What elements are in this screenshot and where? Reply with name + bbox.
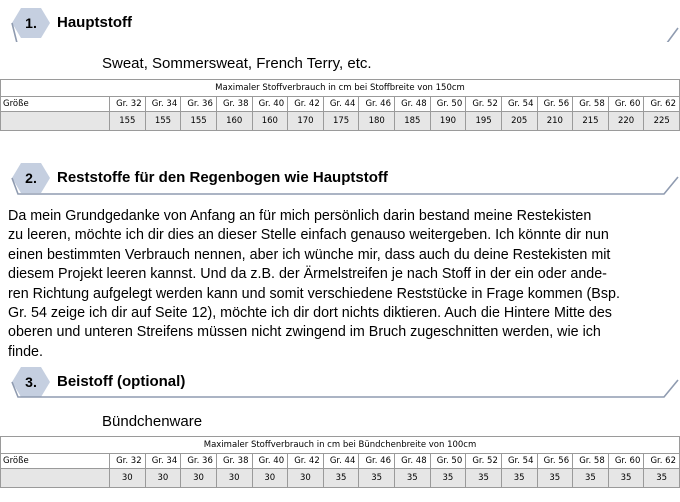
usage-value: 35 bbox=[644, 469, 680, 488]
usage-value: 30 bbox=[288, 469, 324, 488]
size-header: Gr. 48 bbox=[395, 454, 431, 469]
usage-value: 30 bbox=[252, 469, 288, 488]
section-2-number: 2. bbox=[25, 170, 37, 186]
table-2-row-label: Größe bbox=[1, 454, 110, 469]
usage-value: 225 bbox=[644, 112, 680, 131]
size-header: Gr. 32 bbox=[110, 454, 146, 469]
usage-value: 35 bbox=[537, 469, 573, 488]
size-header: Gr. 42 bbox=[288, 97, 324, 112]
section-1-number: 1. bbox=[25, 15, 37, 31]
size-header: Gr. 62 bbox=[644, 97, 680, 112]
section-3-subtitle: Bündchenware bbox=[102, 413, 203, 430]
section-2-title: Reststoffe für den Regenbogen wie Hauptstoff bbox=[57, 169, 388, 186]
usage-value: 35 bbox=[323, 469, 359, 488]
usage-value: 220 bbox=[608, 112, 644, 131]
size-header: Gr. 60 bbox=[608, 454, 644, 469]
usage-value: 35 bbox=[430, 469, 466, 488]
usage-value: 30 bbox=[110, 469, 146, 488]
paragraph-line: zu leeren, möchte ich dir dies an dieser Stelle einfach genauso weitergeben. Ich könnte dir nun bbox=[8, 227, 609, 244]
table-1-row-label: Größe bbox=[1, 97, 110, 112]
paragraph-line: finde. bbox=[8, 343, 43, 360]
usage-value: 160 bbox=[216, 112, 252, 131]
size-header: Gr. 54 bbox=[501, 454, 537, 469]
size-header: Gr. 58 bbox=[573, 454, 609, 469]
section-2-paragraph bbox=[8, 207, 676, 362]
section-3-header bbox=[0, 367, 680, 401]
section-2-header bbox=[0, 163, 680, 197]
size-header: Gr. 38 bbox=[216, 454, 252, 469]
size-header: Gr. 40 bbox=[252, 454, 288, 469]
size-header: Gr. 48 bbox=[395, 97, 431, 112]
paragraph-line: ren Richtung aufgelegt werden kann und somit verschiedene Reststücke in Frage kommen (Bsp. bbox=[8, 285, 620, 302]
table-1-value-label-cell bbox=[1, 112, 110, 131]
size-header: Gr. 38 bbox=[216, 97, 252, 112]
usage-value: 210 bbox=[537, 112, 573, 131]
usage-value: 30 bbox=[145, 469, 181, 488]
size-header: Gr. 58 bbox=[573, 97, 609, 112]
usage-value: 160 bbox=[252, 112, 288, 131]
section-1-header bbox=[0, 8, 680, 42]
section-3-title: Beistoff (optional) bbox=[57, 373, 186, 390]
table-2-size-row bbox=[1, 454, 680, 469]
table-1-value-row bbox=[1, 112, 680, 131]
size-header: Gr. 32 bbox=[110, 97, 146, 112]
usage-value: 35 bbox=[359, 469, 395, 488]
paragraph-line: Da mein Grundgedanke von Anfang an für mich persönlich darin bestand meine Restekisten bbox=[8, 208, 592, 224]
usage-value: 155 bbox=[181, 112, 217, 131]
section-1-subtitle: Sweat, Sommersweat, French Terry, etc. bbox=[102, 55, 372, 72]
usage-value: 175 bbox=[323, 112, 359, 131]
size-header: Gr. 36 bbox=[181, 454, 217, 469]
usage-value: 35 bbox=[573, 469, 609, 488]
size-header: Gr. 34 bbox=[145, 454, 181, 469]
size-header: Gr. 46 bbox=[359, 97, 395, 112]
paragraph-line: diesem Projekt leeren kannst. Und da z.B. der Ärmelstreifen je nach Stoff in der ein oder ande- bbox=[8, 266, 607, 283]
usage-value: 155 bbox=[145, 112, 181, 131]
size-header: Gr. 50 bbox=[430, 454, 466, 469]
usage-value: 185 bbox=[395, 112, 431, 131]
fabric-usage-table-main bbox=[0, 79, 680, 131]
usage-value: 190 bbox=[430, 112, 466, 131]
size-header: Gr. 52 bbox=[466, 454, 502, 469]
size-header: Gr. 62 bbox=[644, 454, 680, 469]
usage-value: 35 bbox=[466, 469, 502, 488]
paragraph-line: einen bestimmten Verbrauch nennen, aber ich wünche mir, dass auch du deine Restekisten mit bbox=[8, 246, 611, 263]
size-header: Gr. 46 bbox=[359, 454, 395, 469]
size-header: Gr. 44 bbox=[323, 97, 359, 112]
fabric-usage-table-ribbing bbox=[0, 436, 680, 488]
size-header: Gr. 40 bbox=[252, 97, 288, 112]
usage-value: 195 bbox=[466, 112, 502, 131]
usage-value: 205 bbox=[501, 112, 537, 131]
usage-value: 35 bbox=[608, 469, 644, 488]
usage-value: 30 bbox=[181, 469, 217, 488]
table-1-size-row bbox=[1, 97, 680, 112]
size-header: Gr. 44 bbox=[323, 454, 359, 469]
section-1-title: Hauptstoff bbox=[57, 14, 132, 31]
usage-value: 35 bbox=[395, 469, 431, 488]
section-3-number: 3. bbox=[25, 374, 37, 390]
usage-value: 155 bbox=[110, 112, 146, 131]
size-header: Gr. 60 bbox=[608, 97, 644, 112]
size-header: Gr. 54 bbox=[501, 97, 537, 112]
usage-value: 170 bbox=[288, 112, 324, 131]
paragraph-line: oberen und unteren Streifens müssen nicht zwingend im Bruch zugeschnitten werden, wie ich bbox=[8, 324, 601, 341]
usage-value: 180 bbox=[359, 112, 395, 131]
size-header: Gr. 56 bbox=[537, 454, 573, 469]
usage-value: 35 bbox=[501, 469, 537, 488]
table-1-caption: Maximaler Stoffverbrauch in cm bei Stoffbreite von 150cm bbox=[1, 80, 680, 97]
size-header: Gr. 36 bbox=[181, 97, 217, 112]
table-2-value-label-cell bbox=[1, 469, 110, 488]
usage-value: 215 bbox=[573, 112, 609, 131]
size-header: Gr. 34 bbox=[145, 97, 181, 112]
table-2-caption: Maximaler Stoffverbrauch in cm bei Bündchenbreite von 100cm bbox=[1, 437, 680, 454]
size-header: Gr. 50 bbox=[430, 97, 466, 112]
usage-value: 30 bbox=[216, 469, 252, 488]
size-header: Gr. 56 bbox=[537, 97, 573, 112]
paragraph-line: Gr. 54 zeige ich dir auf Seite 12), möchte ich dir dort nichts diktieren. Auch die Hintere Mitte des bbox=[8, 305, 612, 322]
size-header: Gr. 52 bbox=[466, 97, 502, 112]
table-2-value-row bbox=[1, 469, 680, 488]
size-header: Gr. 42 bbox=[288, 454, 324, 469]
